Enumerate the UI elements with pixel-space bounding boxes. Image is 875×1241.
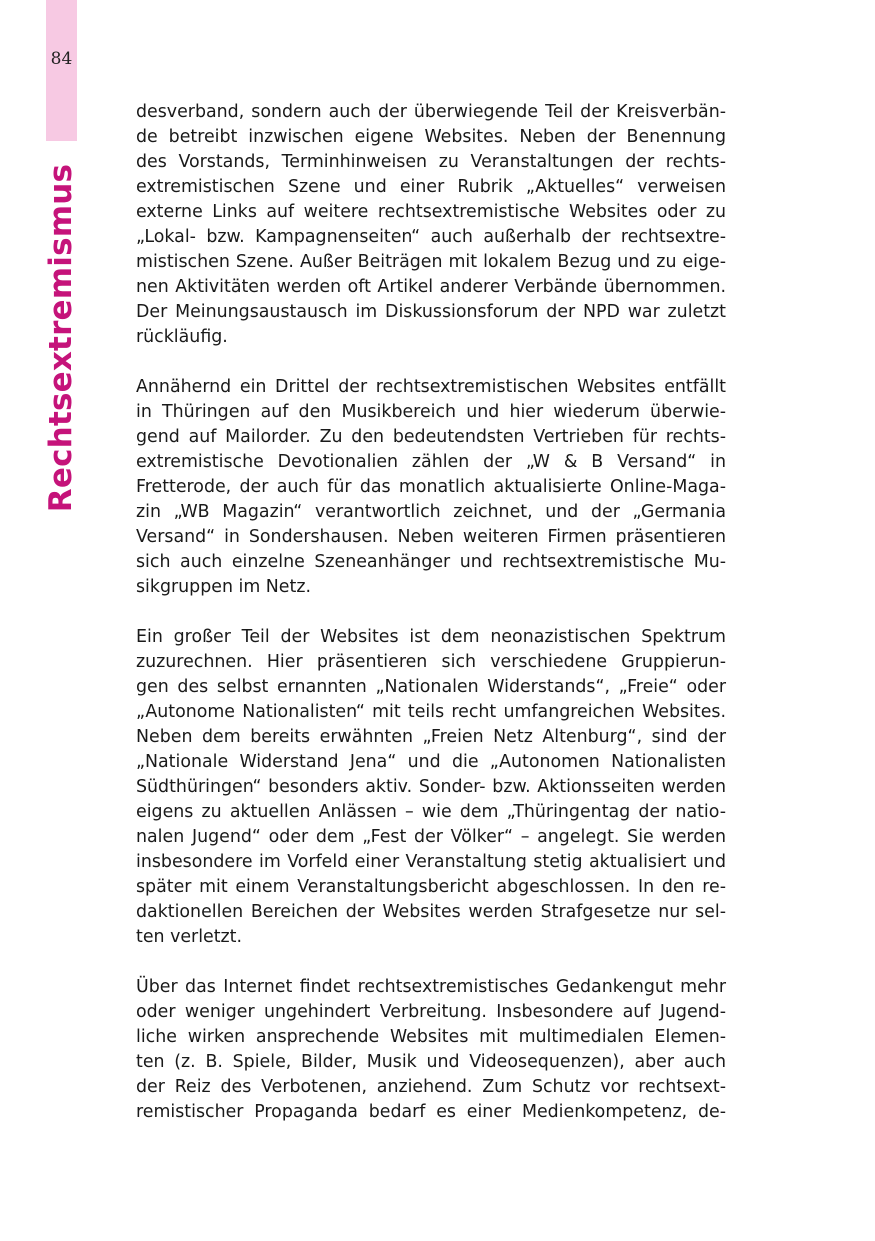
text-line: ten verletzt. (136, 927, 243, 947)
text-line: Annähernd ein Drittel der rechtsextremistischen Websites entfällt (136, 377, 726, 397)
paragraph (136, 375, 726, 600)
text-line: Über das Internet findet rechtsextremistisches Gedankengut mehr (136, 977, 726, 997)
body-text (136, 100, 726, 1150)
text-line: Der Meinungsaustausch im Diskussionsforum der NPD war zuletzt (136, 302, 726, 322)
section-tab (46, 0, 77, 141)
paragraph (136, 625, 726, 950)
text-line: sikgruppen im Netz. (136, 577, 311, 597)
text-line: Ein großer Teil der Websites ist dem neonazistischen Spektrum (136, 627, 726, 647)
text-line: „Lokal- bzw. Kampagnenseiten“ auch außerhalb der rechtsextre- (136, 227, 726, 247)
text-line: ten (z. B. Spiele, Bilder, Musik und Videosequenzen), aber auch (136, 1052, 726, 1072)
paragraph (136, 975, 726, 1125)
text-line: Fretterode, der auch für das monatlich aktualisierte Online-Maga- (136, 477, 726, 497)
text-line: nen Aktivitäten werden oft Artikel anderer Verbände übernommen. (136, 277, 726, 297)
paragraph (136, 100, 726, 350)
text-line: des Vorstands, Terminhinweisen zu Veranstaltungen der rechts- (136, 152, 726, 172)
text-line: de betreibt inzwischen eigene Websites. Neben der Benennung (136, 127, 726, 147)
text-line: gen des selbst ernannten „Nationalen Widerstands“, „Freie“ oder (136, 677, 726, 697)
text-line: Neben dem bereits erwähnten „Freien Netz Altenburg“, sind der (136, 727, 726, 747)
text-line: rückläufig. (136, 327, 228, 347)
text-line: Versand“ in Sondershausen. Neben weiteren Firmen präsentieren (136, 527, 726, 547)
text-line: mistischen Szene. Außer Beiträgen mit lokalem Bezug und zu eige- (136, 252, 726, 272)
text-line: desverband, sondern auch der überwiegende Teil der Kreisverbän- (136, 102, 726, 122)
text-line: zuzurechnen. Hier präsentieren sich verschiedene Gruppierun- (136, 652, 726, 672)
page-number: 84 (50, 49, 73, 69)
text-line: Südthüringen“ besonders aktiv. Sonder- bzw. Aktionsseiten werden (136, 777, 726, 797)
text-line: gend auf Mailorder. Zu den bedeutendsten Vertrieben für rechts- (136, 427, 726, 447)
text-line: extremistischen Szene und einer Rubrik „Aktuelles“ verweisen (136, 177, 726, 197)
text-line: eigens zu aktuellen Anlässen – wie dem „Thüringentag der natio- (136, 802, 726, 822)
text-line: später mit einem Veranstaltungsbericht abgeschlossen. In den re- (136, 877, 726, 897)
section-title: Rechtsextremismus (43, 163, 79, 513)
text-line: nalen Jugend“ oder dem „Fest der Völker“ – angelegt. Sie werden (136, 827, 726, 847)
text-line: liche wirken ansprechende Websites mit multimedialen Elemen- (136, 1027, 726, 1047)
text-line: in Thüringen auf den Musikbereich und hier wiederum überwie- (136, 402, 726, 422)
text-line: zin „WB Magazin“ verantwortlich zeichnet, und der „Germania (136, 502, 726, 522)
text-line: „Autonome Nationalisten“ mit teils recht umfangreichen Websites. (136, 702, 726, 722)
text-line: insbesondere im Vorfeld einer Veranstaltung stetig aktualisiert und (136, 852, 726, 872)
text-line: der Reiz des Verbotenen, anziehend. Zum Schutz vor rechtsext- (136, 1077, 726, 1097)
text-line: oder weniger ungehindert Verbreitung. Insbesondere auf Jugend- (136, 1002, 726, 1022)
text-line: „Nationale Widerstand Jena“ und die „Autonomen Nationalisten (136, 752, 726, 772)
text-line: remistischer Propaganda bedarf es einer Medienkompetenz, de- (136, 1102, 726, 1122)
text-line: sich auch einzelne Szeneanhänger und rechtsextremistische Mu- (136, 552, 726, 572)
text-line: extremistische Devotionalien zählen der „W & B Versand“ in (136, 452, 726, 472)
text-line: externe Links auf weitere rechtsextremistische Websites oder zu (136, 202, 726, 222)
text-line: daktionellen Bereichen der Websites werden Strafgesetze nur sel- (136, 902, 726, 922)
